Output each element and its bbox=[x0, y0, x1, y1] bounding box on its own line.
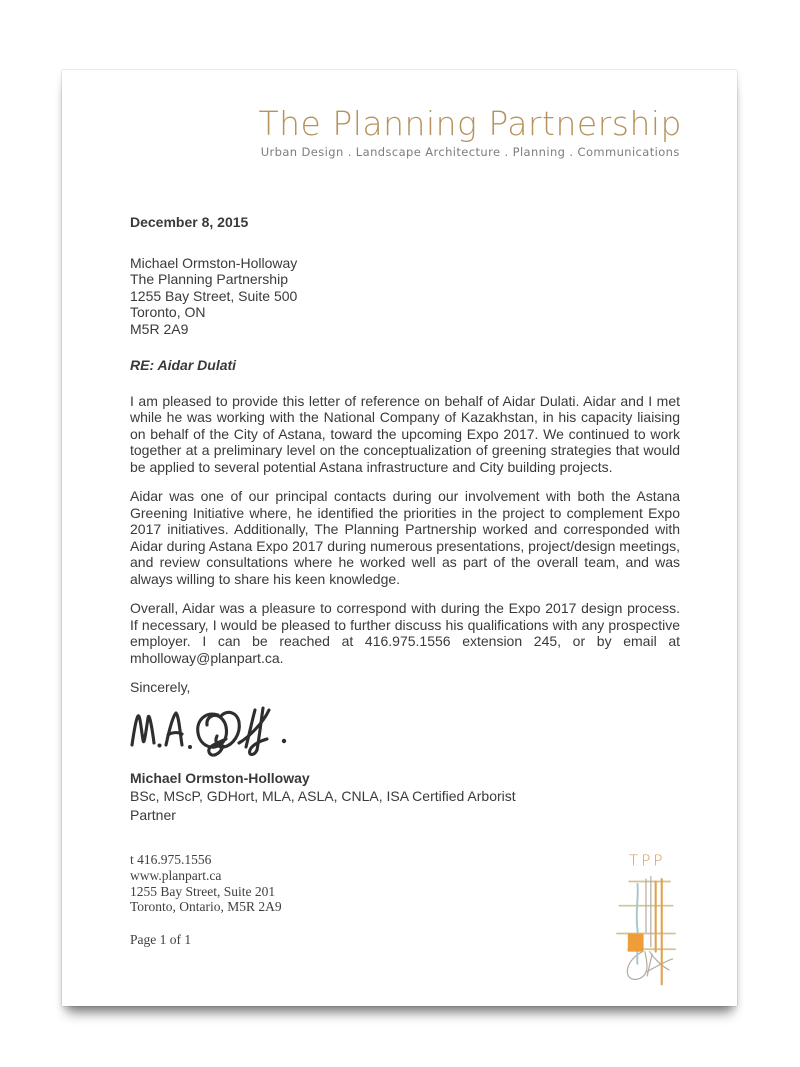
recipient-line: M5R 2A9 bbox=[130, 320, 189, 337]
tpp-map-logo-icon bbox=[615, 850, 677, 988]
signatory-name: Michael Ormston-Holloway bbox=[130, 769, 310, 786]
subject-line: RE: Aidar Dulati bbox=[130, 357, 237, 373]
footer-contact-block bbox=[130, 852, 282, 915]
letter-paragraph: I am pleased to provide this letter of reference on behalf of Aidar Dulati. Aidar and I met while he was working with the National Company of Kazakhstan, in his capacity liaising on behalf of the City of Astana, toward the upcoming Expo 2017. We continued to work together at a preliminary level on the conceptualization of greening strategies that would be applied to several potential Astana infrastructure and City building projects. bbox=[130, 392, 680, 475]
letter-paragraph: Aidar was one of our principal contacts during our involvement with both the Astana Greening Initiative where, he identified the priorities in the project to complement Expo 2017 initiatives. Additionally, The Planning Partnership worked and corresponded with Aidar during Astana Expo 2017 during numerous presentations, project/design meetings, and review consultations where he worked well as part of the overall team, and was always willing to share his keen knowledge. bbox=[130, 488, 680, 587]
handwritten-signature-image bbox=[126, 700, 326, 760]
recipient-line: Toronto, ON bbox=[130, 304, 206, 320]
letter-body bbox=[130, 214, 680, 823]
letterhead bbox=[258, 106, 682, 159]
company-tagline: Urban Design . Landscape Architecture . Planning . Communications bbox=[260, 145, 680, 160]
footer-phone: t 416.975.1556 bbox=[130, 852, 212, 867]
recipient-line: Michael Ormston-Holloway bbox=[130, 254, 298, 271]
footer-address-line: 1255 Bay Street, Suite 201 bbox=[130, 883, 276, 899]
tpp-logo-orange-block bbox=[628, 934, 644, 952]
closing-salutation: Sincerely, bbox=[130, 679, 191, 695]
recipient-line: 1255 Bay Street, Suite 500 bbox=[130, 287, 298, 304]
letter-page bbox=[62, 70, 737, 1006]
signatory-credentials: BSc, MScP, GDHort, MLA, ASLA, CNLA, ISA Certified Arborist bbox=[130, 788, 516, 804]
tpp-logo-letters: TPP bbox=[628, 851, 666, 870]
letter-date: December 8, 2015 bbox=[130, 214, 249, 230]
page-number: Page 1 of 1 bbox=[130, 932, 192, 947]
letter-paragraph: Overall, Aidar was a pleasure to correspond with during the Expo 2017 design process. If necessary, I would be pleased to further discuss his qualifications with any prospective employer. I can be reached at 416.975.1556 extension 245, or by email at mholloway@planpart.ca. bbox=[130, 600, 680, 666]
footer-address-line: Toronto, Ontario, M5R 2A9 bbox=[130, 899, 282, 915]
company-logo-wordmark: The Planning Partnership bbox=[258, 104, 682, 143]
recipient-line: The Planning Partnership bbox=[130, 271, 288, 287]
recipient-address-block bbox=[130, 255, 680, 338]
footer-website: www.planpart.ca bbox=[130, 867, 222, 883]
signatory-title: Partner bbox=[130, 806, 176, 823]
